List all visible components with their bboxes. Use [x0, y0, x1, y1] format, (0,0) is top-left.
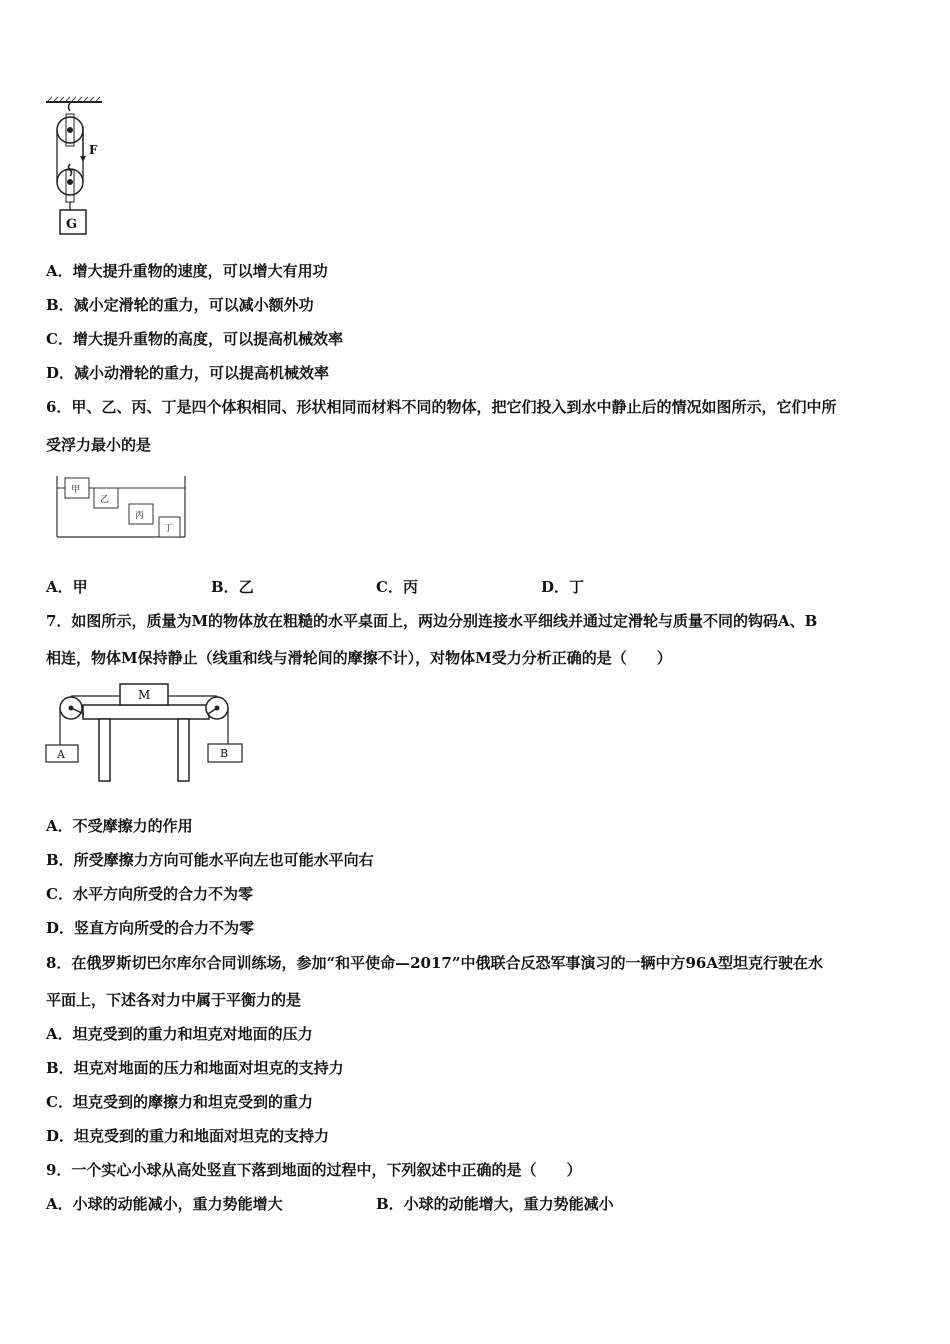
pulley-figure: [44, 96, 114, 240]
block-label-jia: 甲: [71, 485, 81, 495]
weight-a-label: A: [57, 748, 65, 761]
weight-label: G: [66, 217, 78, 232]
q6-stem-line1: 6．甲、乙、丙、丁是四个体积相同、形状相同而材料不同的物体，把它们投入到水中静止后的情况如图所示，它们中所: [46, 398, 837, 416]
block-label-bing: 丙: [135, 511, 145, 521]
block-label-ding: 丁: [164, 524, 174, 534]
weight-b-label: B: [220, 747, 229, 760]
q5-option-d: D．减小动滑轮的重力，可以提高机械效率: [46, 364, 330, 382]
q8-option-c: C．坦克受到的摩擦力和坦克受到的重力: [46, 1093, 313, 1111]
block-m-label: M: [138, 688, 151, 702]
q8-option-d: D．坦克受到的重力和地面对坦克的支持力: [46, 1127, 330, 1145]
block-label-yi: 乙: [100, 495, 110, 505]
q7-option-d: D．竖直方向所受的合力不为零: [46, 919, 255, 937]
q9-option-b: B．小球的动能增大，重力势能减小: [376, 1195, 614, 1213]
q7-stem-line1: 7．如图所示，质量为M的物体放在粗糙的水平桌面上，两边分别连接水平细线并通过定滑轮与质量不同的钩码A、B: [46, 612, 818, 630]
q8-option-a: A．坦克受到的重力和坦克对地面的压力: [46, 1025, 313, 1043]
q5-option-c: C．增大提升重物的高度，可以提高机械效率: [46, 330, 343, 348]
q6-option-a: A．甲: [46, 578, 88, 596]
q7-option-a: A．不受摩擦力的作用: [46, 817, 193, 835]
q8-stem-line1: 8．在俄罗斯切巴尔库尔合同训练场，参加“和平使命—2017”中俄联合反恐军事演习的一辆中方96A型坦克行驶在水: [46, 954, 823, 972]
q7-option-b: B．所受摩擦力方向可能水平向左也可能水平向右: [46, 851, 374, 869]
force-label: F: [89, 143, 98, 157]
q5-option-b: B．减小定滑轮的重力，可以减小额外功: [46, 296, 314, 314]
q7-stem-line2: 相连，物体M保持静止（线重和线与滑轮间的摩擦不计），对物体M受力分析正确的是（ ）: [46, 649, 672, 667]
tank-figure: [56, 474, 188, 540]
q9-option-a: A．小球的动能减小，重力势能增大: [46, 1195, 283, 1213]
q8-stem-line2: 平面上，下述各对力中属于平衡力的是: [46, 991, 302, 1009]
q6-option-d: D．丁: [541, 578, 585, 596]
q6-option-c: C．丙: [376, 578, 418, 596]
table-figure: [44, 681, 246, 785]
q6-option-b: B．乙: [211, 578, 254, 596]
q7-option-c: C．水平方向所受的合力不为零: [46, 885, 253, 903]
q5-option-a: A．增大提升重物的速度，可以增大有用功: [46, 262, 328, 280]
q8-option-b: B．坦克对地面的压力和地面对坦克的支持力: [46, 1059, 344, 1077]
q6-stem-line2: 受浮力最小的是: [46, 436, 152, 454]
q9-stem-line1: 9．一个实心小球从高处竖直下落到地面的过程中，下列叙述中正确的是（ ）: [46, 1161, 582, 1179]
